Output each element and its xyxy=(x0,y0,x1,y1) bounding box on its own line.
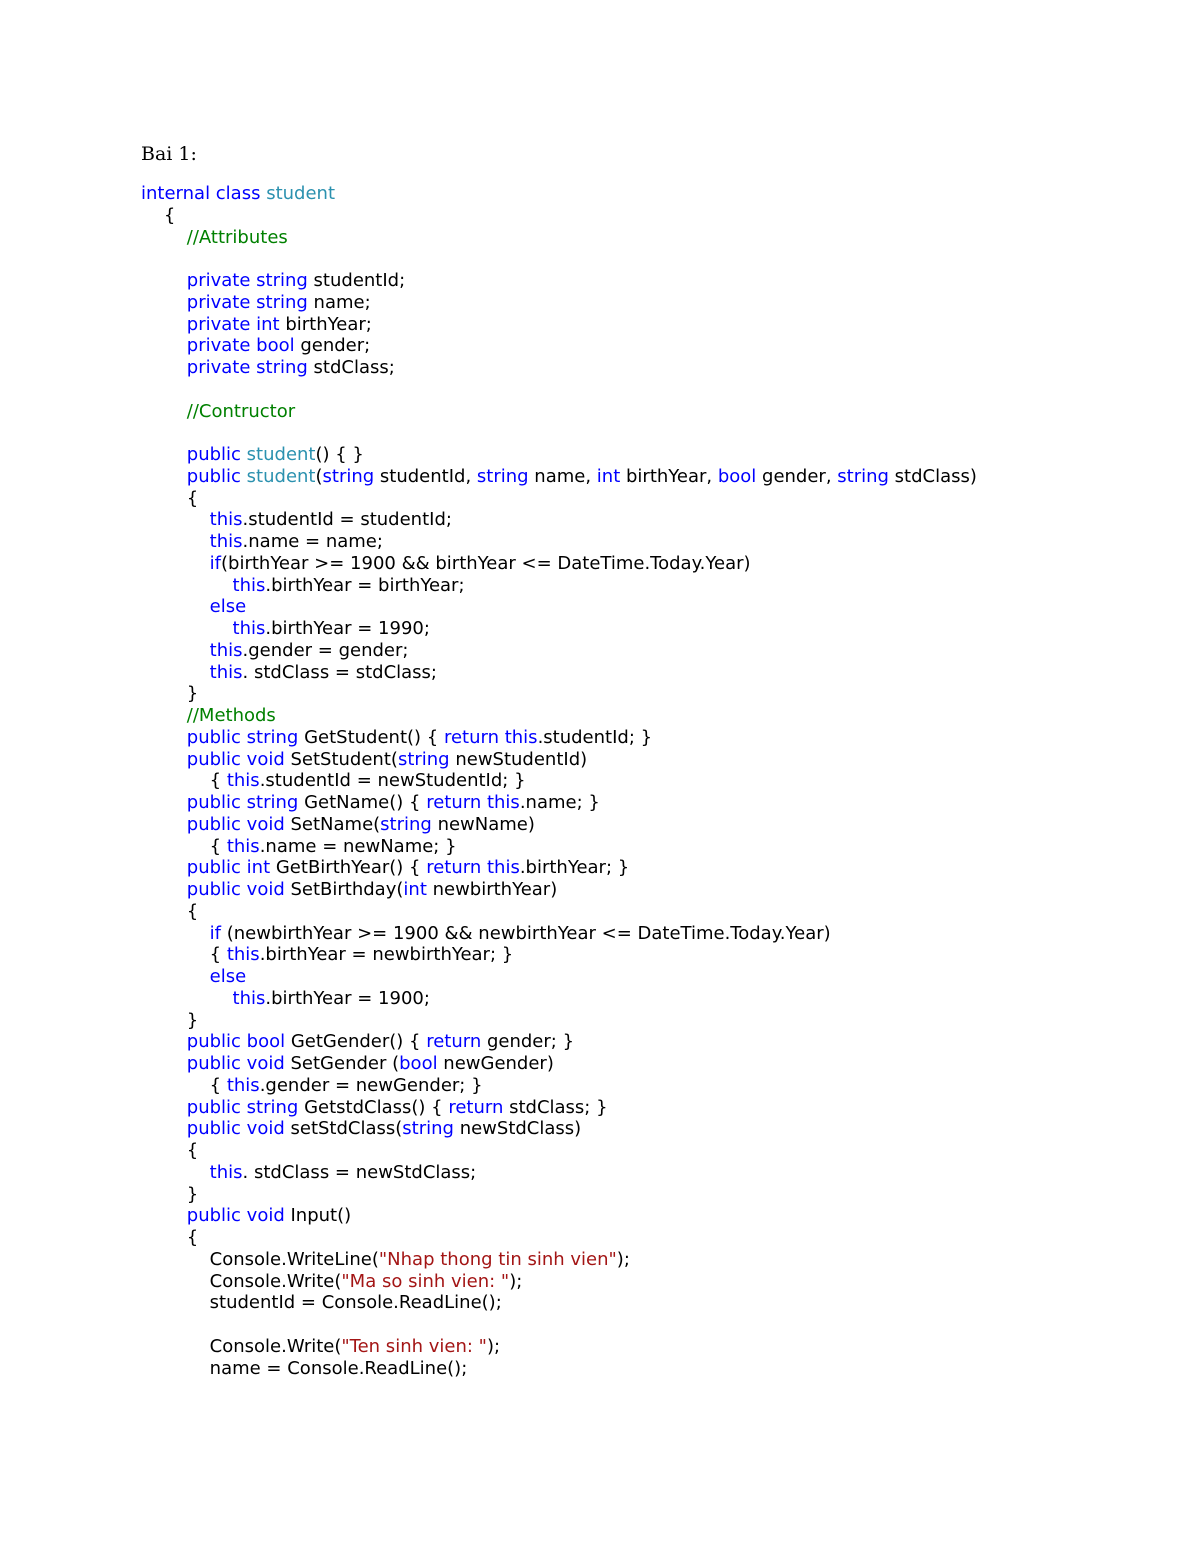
code-comment: //Attributes xyxy=(186,226,288,248)
code-text: .studentId; } xyxy=(537,726,653,748)
code-text: gender; } xyxy=(481,1031,575,1053)
code-line xyxy=(141,879,977,901)
code-text: Console.WriteLine( xyxy=(141,1248,379,1270)
code-keyword: private int xyxy=(186,313,280,335)
code-text: } xyxy=(141,1009,199,1031)
code-text: . stdClass = stdClass; xyxy=(242,661,437,683)
code-text: .name = name; xyxy=(242,531,383,552)
code-text: (newbirthYear >= 1900 && newbirthYear <= DateTime.Today.Year) xyxy=(221,922,831,944)
code-keyword: this xyxy=(209,531,243,552)
code-keyword: public void xyxy=(186,1053,285,1074)
code-keyword: return this xyxy=(443,726,538,748)
code-text: .gender = newGender; } xyxy=(259,1074,483,1096)
code-class-name: student xyxy=(246,465,316,487)
code-line xyxy=(141,662,977,684)
code-line xyxy=(141,1097,977,1119)
code-text: .studentId = studentId; xyxy=(242,509,452,531)
code-text: birthYear, xyxy=(620,465,718,487)
code-text: newName) xyxy=(431,813,535,835)
code-text: gender; xyxy=(294,335,371,357)
code-text: GetGender() { xyxy=(285,1031,427,1053)
code-line xyxy=(141,770,977,792)
code-line xyxy=(141,1358,977,1380)
code-text: .birthYear = 1900; xyxy=(265,987,430,1009)
code-line xyxy=(141,401,977,423)
code-text: Input() xyxy=(284,1205,352,1227)
code-line xyxy=(141,422,977,444)
code-string: "Ma so sinh vien: " xyxy=(341,1270,510,1292)
code-line xyxy=(141,1184,977,1206)
code-line xyxy=(141,1249,977,1271)
code-text xyxy=(141,466,187,487)
code-text: Console.Write( xyxy=(141,1270,342,1292)
code-text xyxy=(141,857,187,878)
code-text: setStdClass( xyxy=(284,1118,403,1140)
code-text: name, xyxy=(528,465,597,487)
code-keyword: bool xyxy=(717,465,757,487)
code-keyword: public string xyxy=(186,1096,299,1118)
code-line xyxy=(141,1227,977,1249)
code-text: newbirthYear) xyxy=(426,879,558,900)
code-line xyxy=(141,814,977,836)
code-text: newGender) xyxy=(437,1053,554,1074)
code-text: .birthYear = 1990; xyxy=(265,618,430,639)
code-text xyxy=(141,923,210,944)
code-keyword: this xyxy=(226,770,260,792)
code-text xyxy=(141,814,187,835)
code-text xyxy=(141,705,187,726)
code-text xyxy=(141,509,210,530)
code-keyword: string xyxy=(476,465,529,487)
code-line xyxy=(141,1031,977,1053)
code-line xyxy=(141,749,977,771)
code-text: .birthYear; } xyxy=(519,857,630,879)
code-text: } xyxy=(141,1183,199,1205)
code-line xyxy=(141,183,977,205)
code-text xyxy=(141,966,210,987)
code-text: GetName() { xyxy=(298,792,427,813)
code-keyword: return xyxy=(448,1096,504,1118)
code-keyword: public xyxy=(186,465,247,487)
code-keyword: bool xyxy=(399,1053,438,1074)
code-text xyxy=(141,792,187,813)
code-text: .birthYear = birthYear; xyxy=(265,574,465,596)
code-text: stdClass) xyxy=(888,465,977,487)
code-text: .studentId = newStudentId; } xyxy=(259,770,526,792)
code-keyword: this xyxy=(226,835,260,857)
code-keyword: public void xyxy=(186,879,285,900)
code-line xyxy=(141,292,977,314)
code-line xyxy=(141,509,977,531)
code-line xyxy=(141,1075,977,1097)
code-text: ); xyxy=(509,1270,523,1292)
code-text: SetBirthday( xyxy=(284,879,404,900)
code-keyword: public string xyxy=(186,792,299,813)
code-text: name = Console.ReadLine(); xyxy=(141,1357,468,1379)
code-line xyxy=(141,531,977,553)
code-keyword: else xyxy=(209,596,247,618)
code-line xyxy=(141,966,977,988)
code-keyword: else xyxy=(209,966,247,987)
code-keyword: public string xyxy=(186,726,299,748)
code-line xyxy=(141,1010,977,1032)
code-text: { xyxy=(141,770,227,792)
code-line xyxy=(141,1336,977,1358)
code-text: studentId; xyxy=(307,270,406,291)
code-keyword: this xyxy=(232,987,266,1009)
code-keyword: int xyxy=(403,879,427,900)
code-line xyxy=(141,1118,977,1140)
code-text: studentId = Console.ReadLine(); xyxy=(141,1292,502,1314)
code-line xyxy=(141,705,977,727)
code-text xyxy=(141,640,210,661)
code-line xyxy=(141,379,977,401)
code-string: "Ten sinh vien: " xyxy=(341,1335,487,1357)
code-keyword: this xyxy=(232,574,266,596)
code-text: { xyxy=(141,487,199,509)
code-text: GetBirthYear() { xyxy=(270,857,427,879)
code-keyword: public void xyxy=(186,1118,285,1140)
code-line xyxy=(141,1292,977,1314)
code-line xyxy=(141,988,977,1010)
code-text: .birthYear = newbirthYear; } xyxy=(259,944,514,966)
code-line xyxy=(141,1053,977,1075)
code-text xyxy=(141,531,210,552)
code-text xyxy=(141,1118,187,1139)
code-keyword: this xyxy=(209,661,243,683)
code-text xyxy=(141,596,210,617)
code-line xyxy=(141,575,977,597)
code-line xyxy=(141,836,977,858)
code-text: Console.Write( xyxy=(141,1335,342,1357)
code-text: .gender = gender; xyxy=(242,639,409,661)
code-text xyxy=(141,292,187,313)
code-keyword: private string xyxy=(186,291,308,313)
code-line xyxy=(141,944,977,966)
code-text: newStudentId) xyxy=(449,748,588,770)
code-text: gender, xyxy=(756,465,838,487)
code-text xyxy=(141,662,210,683)
code-text: { xyxy=(141,944,227,966)
code-keyword: string xyxy=(402,1118,454,1140)
code-line xyxy=(141,727,977,749)
code-line xyxy=(141,335,977,357)
code-text xyxy=(141,1053,187,1074)
code-line xyxy=(141,205,977,227)
code-line xyxy=(141,357,977,379)
code-text xyxy=(141,553,210,574)
code-text xyxy=(141,749,187,770)
code-text xyxy=(141,401,187,422)
code-text xyxy=(141,1205,187,1226)
code-keyword: return this xyxy=(426,792,520,813)
code-line xyxy=(141,618,977,640)
code-text: .name = newName; } xyxy=(259,835,457,857)
code-text: SetGender ( xyxy=(284,1053,400,1074)
code-line xyxy=(141,488,977,510)
code-keyword: public bool xyxy=(186,1031,286,1053)
code-keyword: string xyxy=(322,465,375,487)
code-keyword: internal class xyxy=(141,183,267,204)
code-line xyxy=(141,248,977,270)
code-keyword: public xyxy=(186,444,247,465)
code-keyword: if xyxy=(209,552,222,574)
code-line xyxy=(141,270,977,292)
code-text: .name; } xyxy=(519,792,600,813)
code-keyword: public int xyxy=(186,857,271,879)
code-text: stdClass; xyxy=(307,357,395,378)
code-line xyxy=(141,553,977,575)
code-keyword: public void xyxy=(186,748,285,770)
code-keyword: string xyxy=(837,465,889,487)
code-keyword: string xyxy=(397,748,450,770)
code-line xyxy=(141,792,977,814)
code-line xyxy=(141,1314,977,1336)
code-text xyxy=(141,335,187,356)
code-text xyxy=(141,988,233,1009)
code-line xyxy=(141,596,977,618)
code-keyword: this xyxy=(209,1161,243,1183)
code-text xyxy=(141,618,233,639)
code-text: { xyxy=(141,1227,199,1248)
code-line xyxy=(141,466,977,488)
exercise-title: Bai 1: xyxy=(141,143,197,165)
code-text xyxy=(141,1162,210,1183)
code-keyword: this xyxy=(209,639,243,661)
code-string: "Nhap thong tin sinh vien" xyxy=(378,1248,617,1270)
code-keyword: return this xyxy=(426,857,520,879)
code-text: GetstdClass() { xyxy=(298,1096,449,1118)
code-text xyxy=(141,1097,187,1118)
code-text: GetStudent() { xyxy=(298,726,444,748)
code-text: studentId, xyxy=(374,465,477,487)
code-keyword: return xyxy=(426,1031,482,1053)
code-text: } xyxy=(141,683,199,705)
code-text: stdClass; } xyxy=(503,1096,608,1118)
code-keyword: this xyxy=(226,944,260,966)
code-text: () { } xyxy=(315,444,364,465)
code-line xyxy=(141,314,977,336)
code-text: newStdClass) xyxy=(453,1118,582,1140)
code-text: . stdClass = newStdClass; xyxy=(242,1161,477,1183)
code-text xyxy=(141,444,187,465)
code-block xyxy=(141,183,977,1379)
code-line xyxy=(141,444,977,466)
code-text: ( xyxy=(315,465,323,487)
code-line xyxy=(141,1162,977,1184)
code-keyword: public void xyxy=(186,813,285,835)
code-keyword: this xyxy=(226,1074,260,1096)
code-text: { xyxy=(141,204,176,226)
code-line xyxy=(141,1140,977,1162)
code-text xyxy=(141,227,187,248)
code-keyword: private string xyxy=(186,270,308,291)
code-line xyxy=(141,901,977,923)
code-text xyxy=(141,270,187,291)
code-text: ); xyxy=(486,1335,501,1357)
code-keyword: string xyxy=(380,813,432,835)
code-line xyxy=(141,640,977,662)
code-keyword: public void xyxy=(186,1205,285,1227)
code-text: birthYear; xyxy=(279,313,372,335)
code-keyword: int xyxy=(596,465,621,487)
code-text: { xyxy=(141,900,199,922)
code-text xyxy=(141,727,187,748)
code-text: { xyxy=(141,835,227,857)
code-text: { xyxy=(141,1074,227,1096)
code-text: name; xyxy=(307,291,371,313)
code-comment: //Methods xyxy=(186,705,276,726)
code-line xyxy=(141,227,977,249)
code-line xyxy=(141,923,977,945)
code-keyword: private string xyxy=(186,357,308,378)
code-text xyxy=(141,314,187,335)
code-text xyxy=(141,879,187,900)
code-comment: //Contructor xyxy=(186,400,296,422)
code-text: (birthYear >= 1900 && birthYear <= DateTime.Today.Year) xyxy=(221,552,751,574)
code-class-name: student xyxy=(266,183,336,204)
code-text: { xyxy=(141,1140,199,1161)
code-text xyxy=(141,1031,187,1052)
code-keyword: if xyxy=(209,922,222,944)
code-line xyxy=(141,857,977,879)
code-line xyxy=(141,1271,977,1293)
code-keyword: this xyxy=(209,509,243,531)
code-class-name: student xyxy=(246,444,316,465)
code-keyword: private bool xyxy=(186,335,295,357)
code-text: ); xyxy=(616,1248,630,1270)
code-text: SetStudent( xyxy=(284,748,398,770)
code-line xyxy=(141,1205,977,1227)
code-text xyxy=(141,575,233,596)
code-text: SetName( xyxy=(284,813,381,835)
code-text xyxy=(141,357,187,378)
code-keyword: this xyxy=(232,618,266,639)
code-line xyxy=(141,683,977,705)
